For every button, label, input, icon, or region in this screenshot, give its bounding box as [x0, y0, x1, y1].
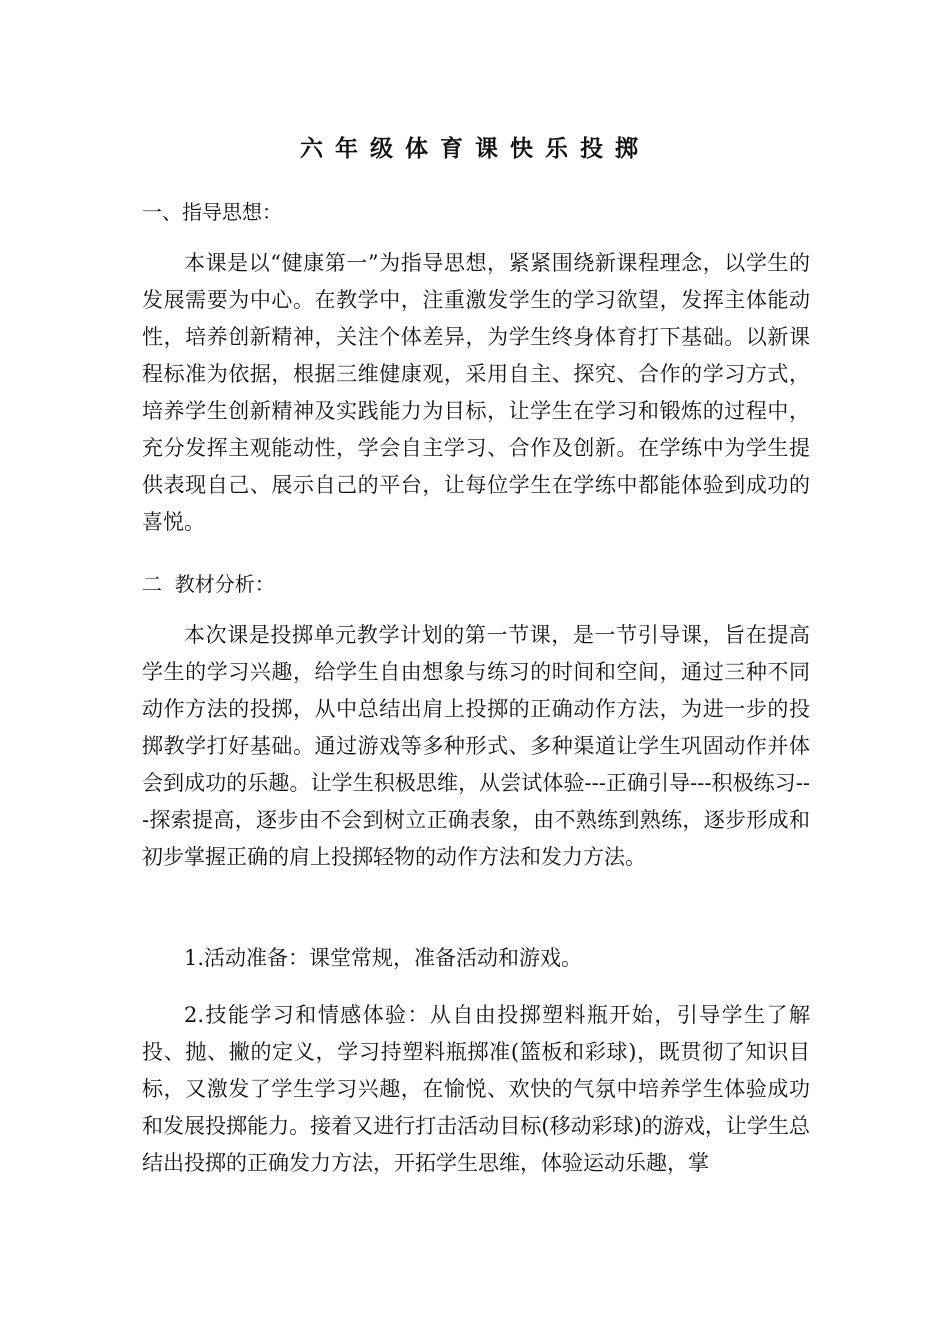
paragraph-guiding-thought: 本课是以“健康第一”为指导思想，紧紧围绕新课程理念，以学生的发展需要为中心。在教学中，注重激发学生的学习欲望，发挥主体能动性，培养创新精神，关注个体差异，为学生终身体育打下基础。以新课程标准为依据，根据三维健康观，采用自主、探究、合作的学习方式，培养学生创新精神及实践能力为目标，让学生在学习和锻炼的过程中，充分发挥主观能动性，学会自主学习、合作及创新。在学练中为学生提供表现自己、展示自己的平台，让每位学生在学练中都能体验到成功的喜悦。	[142, 251, 810, 534]
list-item-activity-prep: 1.活动准备：课堂常规，准备活动和游戏。	[184, 946, 583, 970]
paragraph-material-analysis: 本次课是投掷单元教学计划的第一节课，是一节引导课，旨在提高学生的学习兴趣，给学生自由想象与练习的时间和空间，通过三种不同动作方法的投掷，从中总结出肩上投掷的正确动作方法，为进一步的投掷教学打好基础。通过游戏等多种形式、多种渠道让学生巩固动作并体会到成功的乐趣。让学生积极思维，从尝试体验---正确引导---积极练习---探索提高，逐步由不会到树立正确表象，由不熟练到熟练，逐步形成和初步掌握正确的肩上投掷轻物的动作方法和发力方法。	[142, 623, 810, 869]
section-heading-guiding-thought: 一、指导思想：	[142, 200, 282, 224]
document-title: 六年级体育课快乐投掷	[300, 135, 650, 162]
section-heading-material-analysis: 二 教材分析：	[142, 572, 275, 596]
list-item-skill-learning: 2.技能学习和情感体验：从自由投掷塑料瓶开始，引导学生了解投、抛、撇的定义，学习持塑料瓶掷准(篮板和彩球)，既贯彻了知识目标，又激发了学生学习兴趣，在愉悦、欢快的气氛中培养学生体验成功和发展投掷能力。接着又进行打击活动目标(移动彩球)的游戏，让学生总结出投掷的正确发力方法，开拓学生思维，体验运动乐趣，掌	[142, 1003, 810, 1175]
